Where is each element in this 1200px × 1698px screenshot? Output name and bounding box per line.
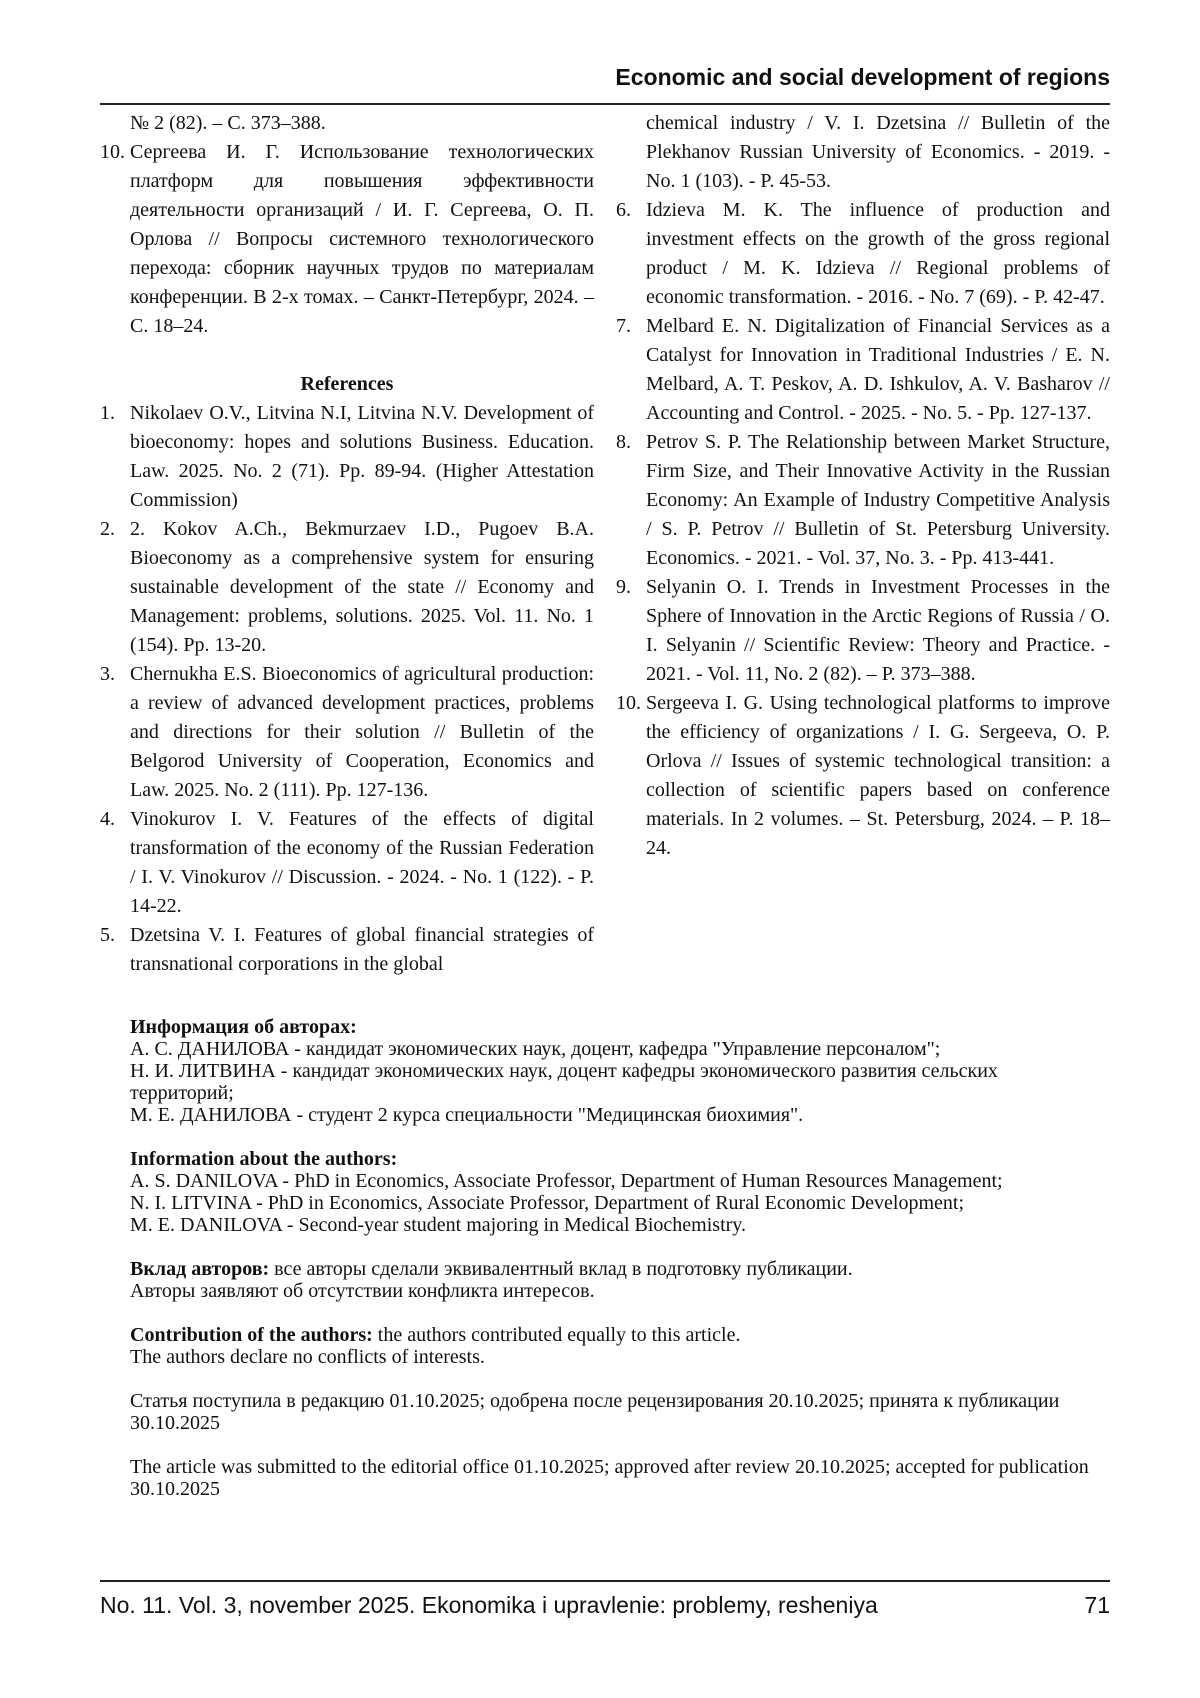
ref-text: Nikolaev O.V., Litvina N.I, Litvina N.V. Development of bioeconomy: hopes and solutions Business. Education. Law. 2025. No. 2 (71). Pp. 89-94. (Higher Attestation Commission) xyxy=(130,402,594,511)
page-number: 71 xyxy=(1084,1592,1110,1618)
ref-10-en xyxy=(616,689,1110,863)
contribution-en-text: the authors contributed equally to this article. xyxy=(372,1324,741,1346)
author-line: A. S. DANILOVA - PhD in Economics, Associate Professor, Department of Human Resources Management; xyxy=(130,1170,1003,1192)
contribution-en-line xyxy=(130,1324,1090,1346)
contribution-ru-text: все авторы сделали эквивалентный вклад в подготовку публикации. xyxy=(269,1258,853,1280)
ref-1-en xyxy=(100,399,594,515)
ref-number: 8. xyxy=(616,431,631,453)
contribution-en-label: Contribution of the authors: xyxy=(130,1324,373,1346)
author-info-ru xyxy=(130,1016,1090,1126)
dates-en xyxy=(130,1456,1090,1500)
left-column xyxy=(100,109,594,979)
conflict-ru: Авторы заявляют об отсутствии конфликта интересов. xyxy=(130,1280,595,1302)
author-line: А. С. ДАНИЛОВА - кандидат экономических наук, доцент, кафедра "Управление персоналом"; xyxy=(130,1038,941,1060)
ref-text: 2. Kokov A.Ch., Bekmurzaev I.D., Pugoev B.A. Bioeconomy as a comprehensive system for ensuring sustainable development of the state // Economy and Management: problems, solutions. 2025. Vol. 11. No. 1 (154). Pp. 13-20. xyxy=(130,518,594,656)
ref-number: 6. xyxy=(616,199,631,221)
ref-3-en xyxy=(100,660,594,805)
conflict-en: The authors declare no conflicts of interests. xyxy=(130,1346,485,1368)
ref-9-ru-continuation xyxy=(100,109,594,138)
ref-5-en xyxy=(100,921,594,979)
ref-text: Dzetsina V. I. Features of global financial strategies of transnational corporations in the global xyxy=(130,924,594,975)
ref-text: Sergeeva I. G. Using technological platforms to improve the efficiency of organizations / I. G. Sergeeva, O. P. Orlova // Issues of systemic technological transition: a collection of scientific papers based on conference materials. In 2 volumes. – St. Petersburg, 2024. – P. 18–24. xyxy=(646,692,1110,859)
dates-ru xyxy=(130,1390,1090,1434)
contribution-ru-line xyxy=(130,1258,1090,1280)
ref-text: Chernukha E.S. Bioeconomics of agricultural production: a review of advanced development practices, problems and directions for their solution // Bulletin of the Belgorod University of Cooperation, Economics and Law. 2025. No. 2 (111). Pp. 127-136. xyxy=(130,663,594,801)
ref-4-en xyxy=(100,805,594,921)
author-info-section xyxy=(130,1016,1090,1522)
ref-number: 7. xyxy=(616,315,631,337)
dates-ru-text: Статья поступила в редакцию 01.10.2025; одобрена после рецензирования 20.10.2025; принята к публикации 30.10.2025 xyxy=(130,1390,1060,1434)
ref-number: 9. xyxy=(616,576,631,598)
ref-8-en xyxy=(616,428,1110,573)
ref-number: 3. xyxy=(100,663,115,685)
author-info-en xyxy=(130,1148,1090,1236)
page-footer xyxy=(100,1590,1110,1620)
ref-number: 4. xyxy=(100,808,115,830)
ref-text: Melbard E. N. Digitalization of Financial Services as a Catalyst for Innovation in Traditional Industries / E. N. Melbard, A. T. Peskov, A. D. Ishkulov, A. V. Basharov // Accounting and Control. - 2025. - No. 5. - Pp. 127-137. xyxy=(646,315,1110,424)
ref-text: Сергеева И. Г. Использование технологических платформ для повышения эффективности деятельности организаций / И. Г. Сергеева, О. П. Орлова // Вопросы системного технологического перехода: сборник научных трудов по материалам конференции. В 2-х томах. – Санкт-Петербург, 2024. – С. 18–24. xyxy=(130,141,594,337)
contribution-ru-label: Вклад авторов: xyxy=(130,1258,270,1280)
author-info-en-heading: Information about the authors: xyxy=(130,1148,398,1170)
ref-2-en xyxy=(100,515,594,660)
running-header: Economic and social development of regions xyxy=(615,64,1110,90)
contribution-ru xyxy=(130,1258,1090,1302)
footer-citation: No. 11. Vol. 3, november 2025. Ekonomika i upravlenie: problemy, resheniya xyxy=(100,1592,878,1618)
header-rule xyxy=(100,103,1110,105)
ref-number: 5. xyxy=(100,924,115,946)
references-heading: References xyxy=(300,373,394,395)
author-line: М. Е. ДАНИЛОВА - студент 2 курса специальности "Медицинская биохимия". xyxy=(130,1104,804,1126)
dates-en-text: The article was submitted to the editorial office 01.10.2025; approved after review 20.10.2025; accepted for publication 30.10.2025 xyxy=(130,1456,1089,1500)
ref-text: chemical industry / V. I. Dzetsina // Bulletin of the Plekhanov Russian University of Economics. - 2019. - No. 1 (103). - P. 45-53. xyxy=(646,112,1110,192)
author-line: M. E. DANILOVA - Second-year student majoring in Medical Biochemistry. xyxy=(130,1214,746,1236)
ref-number: 2. xyxy=(100,518,115,540)
ref-5-en-continuation xyxy=(616,109,1110,196)
ref-text: Selyanin O. I. Trends in Investment Processes in the Sphere of Innovation in the Arctic Regions of Russia / O. I. Selyanin // Scientific Review: Theory and Practice. - 2021. - Vol. 11, No. 2 (82). – P. 373–388. xyxy=(646,576,1110,685)
ref-7-en xyxy=(616,312,1110,428)
ref-9-en xyxy=(616,573,1110,689)
author-line: N. I. LITVINA - PhD in Economics, Associate Professor, Department of Rural Economic Development; xyxy=(130,1192,965,1214)
ref-text: Petrov S. P. The Relationship between Market Structure, Firm Size, and Their Innovative Activity in the Russian Economy: An Example of Industry Competitive Analysis / S. P. Petrov // Bulletin of St. Petersburg University. Economics. - 2021. - Vol. 37, No. 3. - Pp. 413-441. xyxy=(646,431,1110,569)
ref-text: Idzieva M. K. The influence of production and investment effects on the growth of the gross regional product / M. K. Idzieva // Regional problems of economic transformation. - 2016. - No. 7 (69). - P. 42-47. xyxy=(646,199,1110,308)
right-column xyxy=(616,109,1110,863)
footer-rule xyxy=(100,1580,1110,1582)
ref-number: 1. xyxy=(100,402,115,424)
ref-number: 10. xyxy=(100,141,125,163)
ref-text: № 2 (82). – С. 373–388. xyxy=(130,112,326,134)
ref-text: Vinokurov I. V. Features of the effects of digital transformation of the economy of the Russian Federation / I. V. Vinokurov // Discussion. - 2024. - No. 1 (122). - P. 14-22. xyxy=(130,808,594,917)
ref-number: 10. xyxy=(616,692,641,714)
ref-6-en xyxy=(616,196,1110,312)
ref-10-ru xyxy=(100,138,594,341)
contribution-en xyxy=(130,1324,1090,1368)
author-info-ru-heading: Информация об авторах: xyxy=(130,1016,357,1038)
author-line: Н. И. ЛИТВИНА - кандидат экономических наук, доцент кафедры экономического развития сельских территорий; xyxy=(130,1060,998,1104)
